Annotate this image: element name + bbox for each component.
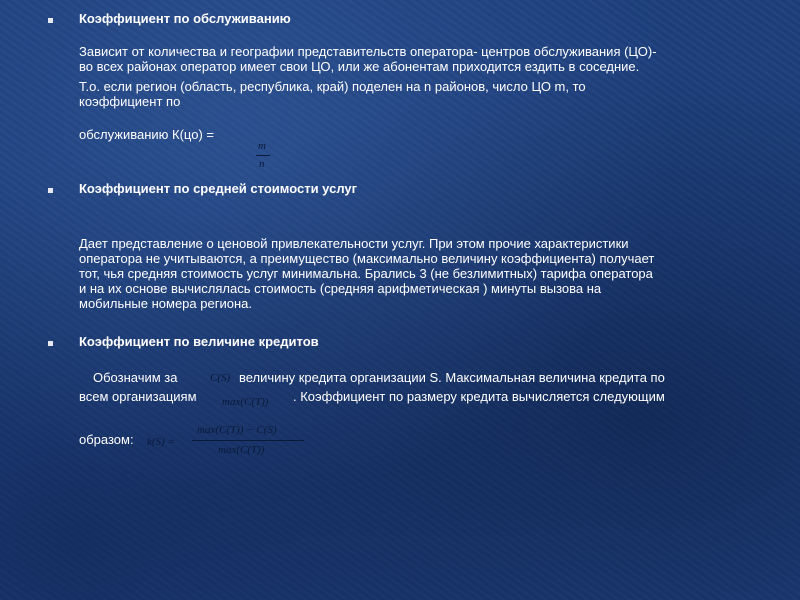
text-line: коэффициент по [79,94,181,109]
bullet-1 [48,18,53,23]
bullet-3 [48,341,53,346]
text-line: Т.о. если регион (область, республика, край) поделен на n районов, число ЦО m, то [79,79,586,94]
text-as-follows: образом: [79,432,134,447]
text-all-orgs-b: . Коэффициент по размеру кредита вычисляется следующим [293,389,665,404]
text-denote-a: Обозначим за [93,370,178,385]
formula-label-service: обслуживанию К(цо) = [79,127,214,142]
bullet-2 [48,188,53,193]
text-line: во всех районах оператор имеет свои ЦО, или же абонентам приходится ездить в соседние. [79,59,640,74]
text-line: Дает представление о ценовой привлекательности услуг. При этом прочие характеристики [79,236,629,251]
formula-k-numerator: max(C(T)) − C(S) [197,424,277,436]
paragraph-service [79,44,657,109]
formula-numerator-m: m [258,140,266,152]
heading-service-coefficient: Коэффициент по обслуживанию [79,11,291,26]
heading-credit-coefficient: Коэффициент по величине кредитов [79,334,319,349]
text-line: мобильные номера региона. [79,296,252,311]
text-denote-b: величину кредита организации S. Максимальная величина кредита по [239,370,665,385]
text-line: тот, чья средняя стоимость услуг минимальна. Брались 3 (не безлимитных) тарифа оператора [79,266,653,281]
text-line: Зависит от количества и географии представительств оператора- центров обслуживания (ЦО)- [79,44,657,59]
paragraph-avg-cost [79,236,654,311]
fraction-bar [256,155,270,156]
formula-denominator-n: n [259,158,265,170]
formula-max-credit: max(C(T)) [222,396,269,408]
heading-avg-cost-coefficient: Коэффициент по средней стоимости услуг [79,181,358,196]
text-line: и на их основе вычислялась стоимость (средняя арифметическая ) минуты вызова на [79,281,602,296]
formula-k-label: k(S) = [147,436,175,448]
fraction-bar-k [192,440,304,441]
formula-k-denominator: max(C(T)) [218,444,265,456]
text-all-orgs-a: всем организациям [79,389,197,404]
text-line: оператора не учитываются, а преимущество (максимально величину коэффициента) получает [79,251,655,266]
formula-credit-cs: C(S) [210,372,231,384]
